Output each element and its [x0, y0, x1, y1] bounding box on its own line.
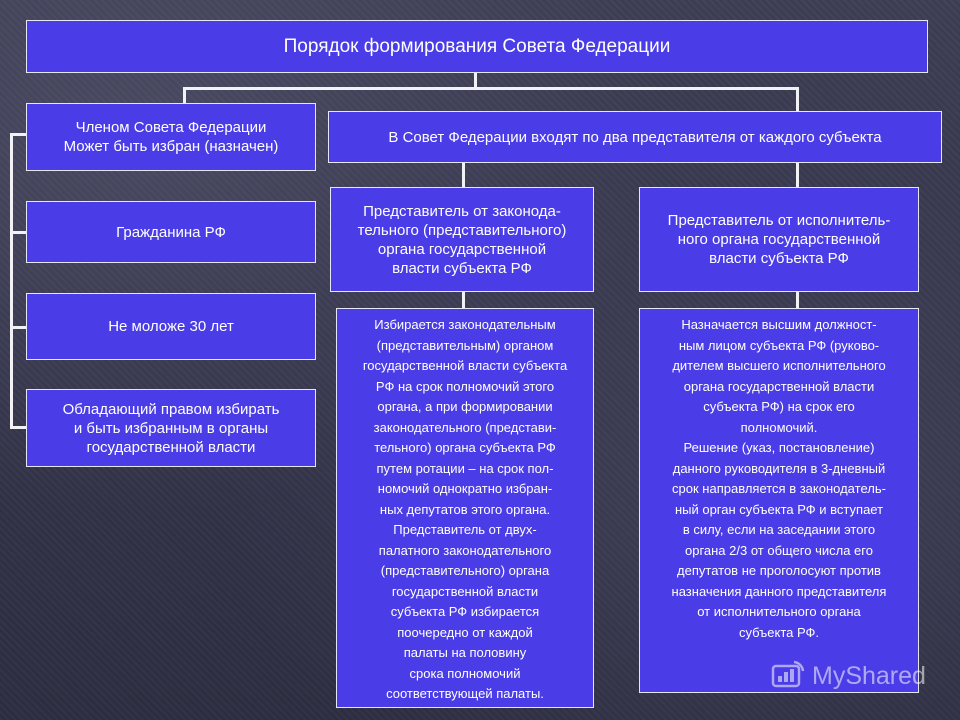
connector-title-bar: [183, 87, 799, 90]
left-item-age-text: Не моложе 30 лет: [108, 318, 234, 335]
legislative-head-text: Представитель от законода- тельного (представительного) органа государственной власти субъекта РФ: [357, 202, 567, 277]
executive-head-text: Представитель от исполнитель- ного органа государственной власти субъекта РФ: [667, 212, 891, 267]
myshared-logo-icon: [770, 658, 806, 694]
connector-left-item3: [10, 426, 27, 429]
connector-leg-up: [462, 163, 465, 187]
watermark-text: MyShared: [812, 661, 926, 690]
left-item-citizen: [26, 201, 316, 263]
left-item-age: [26, 293, 316, 360]
connector-left-spine: [10, 133, 13, 428]
connector-left-item2: [10, 326, 27, 329]
connector-right-drop: [796, 87, 799, 111]
connector-left-drop: [183, 87, 186, 103]
watermark: [770, 656, 940, 696]
connector-left-head: [10, 133, 27, 136]
connector-leg-down: [462, 292, 465, 308]
connector-left-item1: [10, 231, 27, 234]
left-item-rights-text: Обладающий правом избирать и быть избранным в органы государственной власти: [62, 400, 280, 456]
left-head-text: Членом Совета Федерации Может быть избран (назначен): [63, 119, 279, 155]
executive-detail-text: Назначается высшим должност- ным лицом субъекта РФ (руково- дителем высшего исполнительного органа государственной власти субъекта РФ) на срок его полномочий. Решение (указ, постановление) данного руководителя в 3-дневный срок направляется в законодатель- ный орган субъекта РФ и вступает в силу, если на заседании этого органа 2/3 от общего числа его депутатов не проголосуют против назначения данного представителя от исполнительного органа субъекта РФ.: [671, 317, 887, 640]
legislative-detail-box: [336, 308, 594, 708]
diagram-title-text: Порядок формирования Совета Федерации: [283, 35, 671, 57]
left-item-citizen-text: Гражданина РФ: [116, 223, 226, 241]
right-head-text: В Совет Федерации входят по два представителя от каждого субъекта: [388, 128, 882, 146]
executive-detail-box: [639, 308, 919, 693]
connector-exec-up: [796, 163, 799, 187]
legislative-head-box: [330, 187, 594, 292]
left-head-box: [26, 103, 316, 171]
left-item-rights: [26, 389, 316, 467]
connector-title-stem: [474, 73, 477, 89]
legislative-detail-text: Избирается законодательным (представительным) органом государственной власти субъекта РФ на срок полномочий этого органа, а при формировании законодательного (представи- тельного) органа субъекта РФ путем ротации – на срок пол- номочий однократно избран- ных депутатов этого органа. Представитель от двух- палатного законодательного (представительного) органа государственной власти субъекта РФ избирается поочередно от каждой палаты на половину срока полномочий соответствующей палаты.: [362, 317, 568, 701]
right-head-box: [328, 111, 942, 163]
executive-head-box: [639, 187, 919, 292]
diagram-title: [26, 20, 928, 73]
connector-exec-down: [796, 292, 799, 308]
